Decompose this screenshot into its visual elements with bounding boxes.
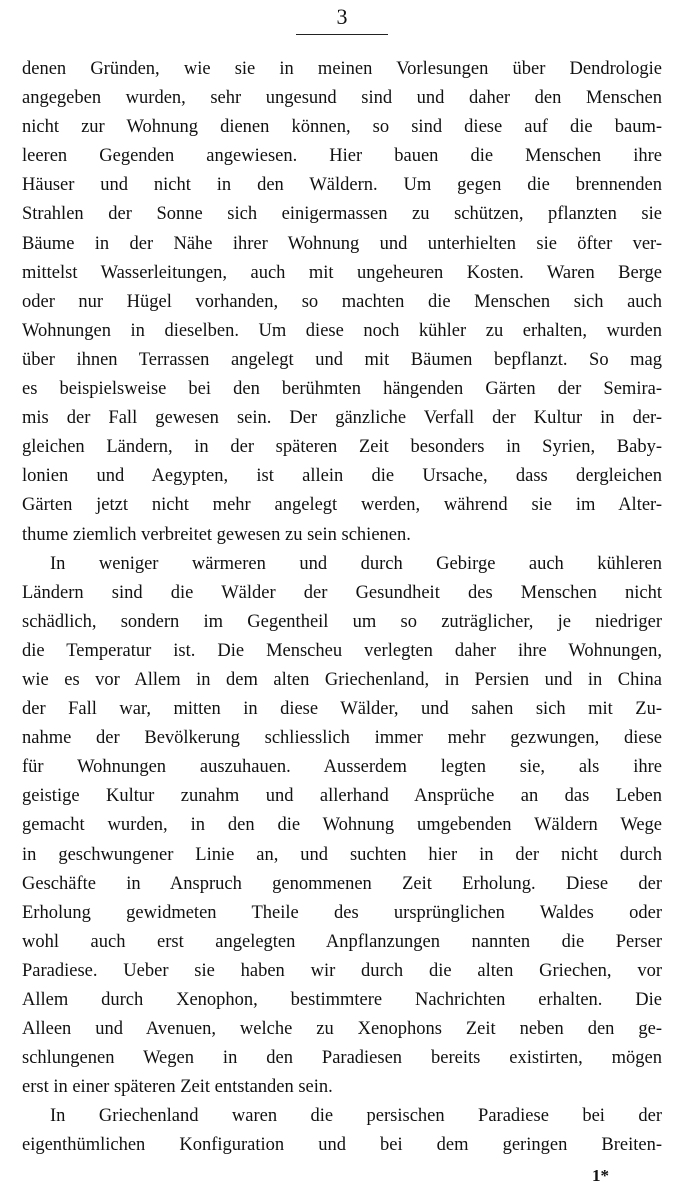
text-line: Gärten jetzt nicht mehr angelegt werden, während sie im Alter- (22, 495, 662, 516)
text-line: Allem durch Xenophon, bestimmtere Nachrichten erhalten. Die (22, 990, 662, 1010)
text-line: die Temperatur ist. Die Menscheu verlegten daher ihre Wohnungen, (22, 640, 662, 661)
text-line: Strahlen der Sonne sich einigermassen zu schützen, pflanzten sie (22, 204, 662, 225)
text-line: mis der Fall gewesen sein. Der gänzliche Verfall der Kultur in der- (22, 408, 662, 429)
text-line: Ländern sind die Wälder der Gesundheit des Menschen nicht (22, 582, 662, 603)
signature-mark: 1* (592, 1166, 609, 1185)
text-line: nicht zur Wohnung dienen können, so sind diese auf die baum- (22, 117, 662, 138)
text-line: erst in einer späteren Zeit entstanden sein. (22, 1077, 333, 1098)
text-line: Bäume in der Nähe ihrer Wohnung und unterhielten sie öfter ver- (22, 233, 662, 254)
body-text (22, 55, 662, 1161)
text-line: mittelst Wasserleitungen, auch mit ungeheuren Kosten. Waren Berge (22, 262, 662, 283)
header-rule (296, 34, 388, 35)
text-line: nahme der Bevölkerung schliesslich immer mehr gezwungen, diese (22, 728, 662, 749)
text-line: lonien und Aegypten, ist allein die Ursache, dass dergleichen (22, 466, 662, 487)
text-line: für Wohnungen auszuhauen. Ausserdem legten sie, als ihre (22, 757, 662, 778)
text-line: Erholung gewidmeten Theile des ursprünglichen Waldes oder (22, 902, 662, 923)
text-line: gemacht wurden, in den die Wohnung umgebenden Wäldern Wege (22, 815, 662, 836)
text-line: Wohnungen in dieselben. Um diese noch kühler zu erhalten, wurden (22, 320, 662, 341)
text-line: oder nur Hügel vorhanden, so machten die Menschen sich auch (22, 291, 662, 312)
text-line: leeren Gegenden angewiesen. Hier bauen die Menschen ihre (22, 146, 662, 167)
text-line: gleichen Ländern, in der späteren Zeit besonders in Syrien, Baby- (22, 437, 662, 458)
text-line: In Griechenland waren die persischen Paradiese bei der (50, 1106, 662, 1127)
page-number: 3 (336, 4, 348, 29)
text-line: thume ziemlich verbreitet gewesen zu sein schienen. (22, 524, 411, 545)
text-line: wie es vor Allem in dem alten Griechenland, in Persien und in China (22, 669, 662, 690)
text-line: schlungenen Wegen in den Paradiesen bereits existirten, mögen (22, 1048, 662, 1069)
text-line: Häuser und nicht in den Wäldern. Um gegen die brennenden (22, 175, 662, 196)
text-line: schädlich, sondern im Gegentheil um so zuträglicher, je niedriger (22, 611, 662, 632)
text-line: Alleen und Avenuen, welche zu Xenophons Zeit neben den ge- (22, 1019, 662, 1040)
text-line: geistige Kultur zunahm und allerhand Ansprüche an das Leben (22, 786, 662, 807)
text-line: über ihnen Terrassen angelegt und mit Bäumen bepflanzt. So mag (22, 349, 662, 370)
text-line: es beispielsweise bei den berühmten hängenden Gärten der Semira- (22, 379, 662, 400)
text-line: der Fall war, mitten in diese Wälder, und sahen sich mit Zu- (22, 699, 662, 720)
text-line: wohl auch erst angelegten Anpflanzungen nannten die Perser (22, 931, 662, 952)
text-line: Geschäfte in Anspruch genommenen Zeit Erholung. Diese der (22, 873, 662, 894)
text-line: In weniger wärmeren und durch Gebirge auch kühleren (50, 553, 662, 574)
text-line: denen Gründen, wie sie in meinen Vorlesungen über Dendrologie (22, 59, 662, 79)
text-line: angegeben wurden, sehr ungesund sind und daher den Menschen (22, 88, 662, 109)
text-line: eigenthümlichen Konfiguration und bei dem geringen Breiten- (22, 1135, 662, 1156)
text-line: in geschwungener Linie an, und suchten hier in der nicht durch (22, 844, 662, 865)
text-line: Paradiese. Ueber sie haben wir durch die alten Griechen, vor (22, 960, 662, 981)
